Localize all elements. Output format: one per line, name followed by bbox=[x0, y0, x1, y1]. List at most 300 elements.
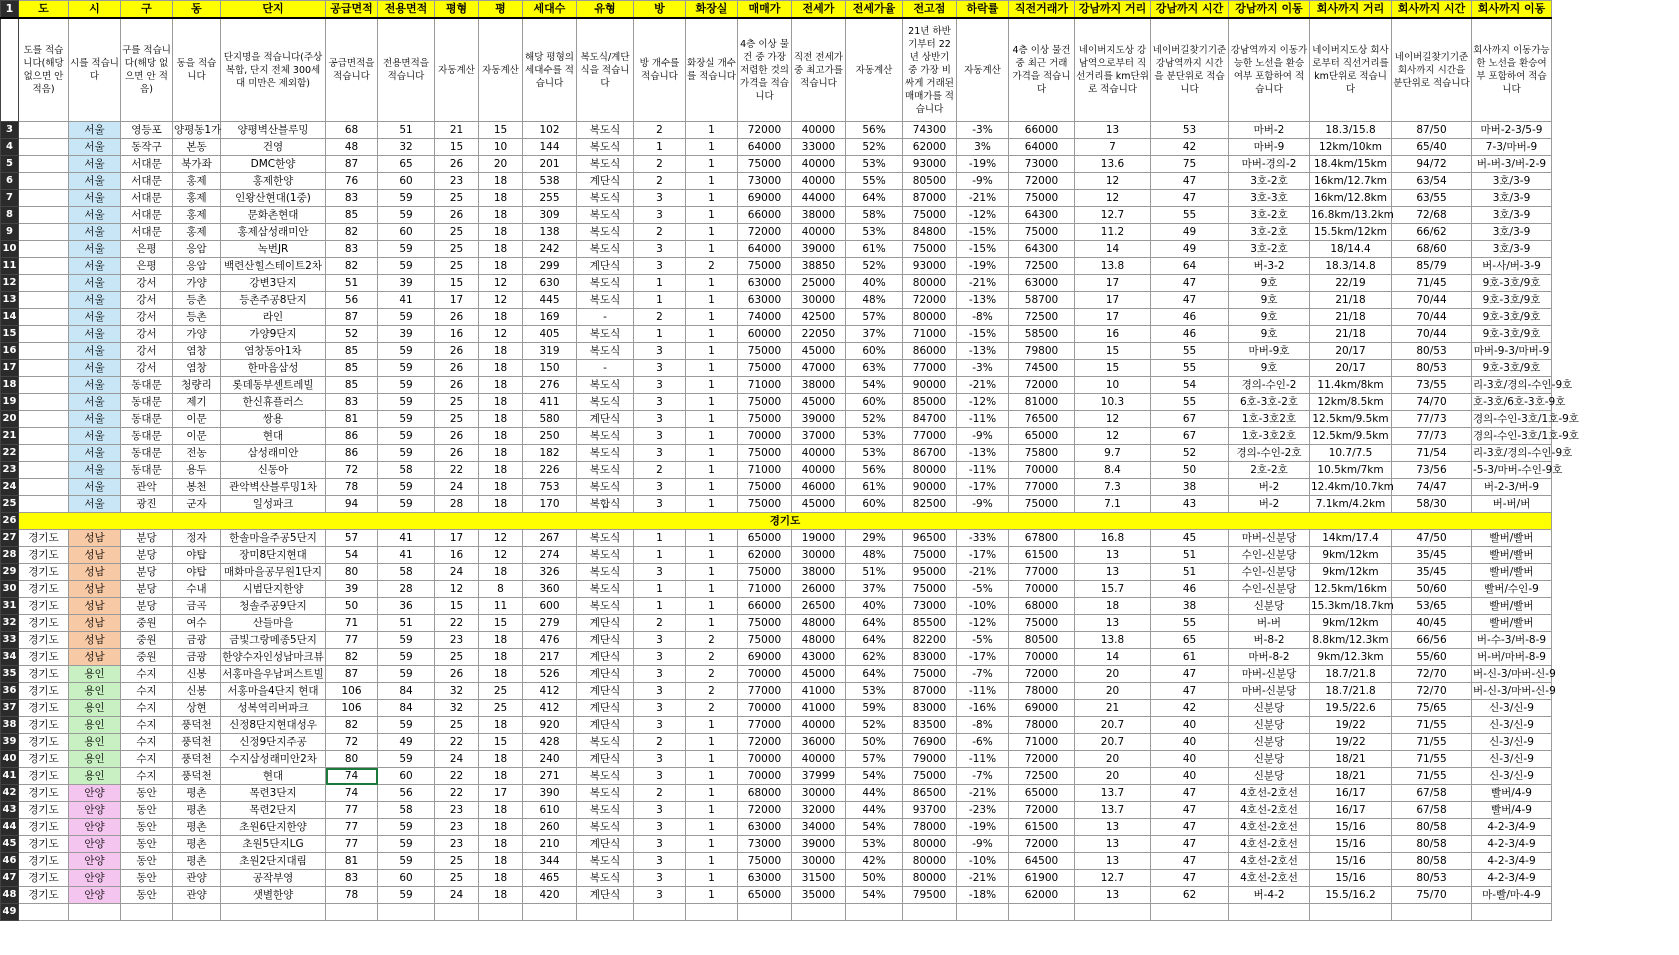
cell[interactable]: 3 bbox=[634, 411, 686, 428]
cell[interactable]: -13% bbox=[957, 343, 1009, 360]
cell[interactable]: 녹번JR bbox=[221, 241, 326, 258]
cell[interactable]: 72000 bbox=[1009, 173, 1075, 190]
cell[interactable]: 안양 bbox=[69, 785, 121, 802]
cell[interactable]: 80/53 bbox=[1392, 360, 1472, 377]
cell[interactable]: 1 bbox=[686, 394, 738, 411]
cell[interactable]: 9호 bbox=[1229, 275, 1310, 292]
cell[interactable]: 안양 bbox=[69, 836, 121, 853]
row-number[interactable]: 45 bbox=[1, 836, 19, 853]
column-header[interactable]: 유형 bbox=[577, 1, 634, 19]
cell[interactable]: 3 bbox=[634, 887, 686, 904]
cell[interactable]: 동대문 bbox=[121, 428, 173, 445]
cell[interactable]: 13 bbox=[1075, 887, 1151, 904]
cell[interactable]: 18.7/21.8 bbox=[1310, 683, 1392, 700]
cell[interactable]: 26 bbox=[435, 207, 479, 224]
cell[interactable]: 42 bbox=[1151, 139, 1229, 156]
cell[interactable]: 1 bbox=[634, 326, 686, 343]
cell[interactable]: 12.7 bbox=[1075, 207, 1151, 224]
cell[interactable]: 35/45 bbox=[1392, 564, 1472, 581]
cell[interactable]: 32 bbox=[378, 139, 435, 156]
cell[interactable]: 47 bbox=[1151, 853, 1229, 870]
cell[interactable]: 4-2-3/4-9 bbox=[1472, 836, 1552, 853]
cell[interactable]: 52 bbox=[326, 326, 378, 343]
cell[interactable]: 1호-3호2호 bbox=[1229, 428, 1310, 445]
cell[interactable]: 85 bbox=[326, 377, 378, 394]
cell[interactable]: 동작구 bbox=[121, 139, 173, 156]
cell[interactable]: 75000 bbox=[1009, 496, 1075, 513]
cell[interactable]: 52% bbox=[846, 258, 903, 275]
cell[interactable]: 21 bbox=[1075, 700, 1151, 717]
cell[interactable]: 중원 bbox=[121, 615, 173, 632]
cell[interactable]: 476 bbox=[523, 632, 577, 649]
cell[interactable]: 326 bbox=[523, 564, 577, 581]
cell[interactable]: 40 bbox=[1151, 734, 1229, 751]
cell[interactable]: 60 bbox=[378, 768, 435, 785]
cell[interactable]: 32 bbox=[435, 683, 479, 700]
cell[interactable]: 73000 bbox=[738, 836, 792, 853]
row-number[interactable]: 26 bbox=[1, 513, 19, 530]
cell[interactable]: 526 bbox=[523, 666, 577, 683]
cell[interactable]: 169 bbox=[523, 309, 577, 326]
cell[interactable]: 18 bbox=[479, 224, 523, 241]
cell[interactable]: 71000 bbox=[738, 581, 792, 598]
cell[interactable]: 64000 bbox=[1009, 139, 1075, 156]
cell[interactable]: 77000 bbox=[903, 360, 957, 377]
cell[interactable]: 12 bbox=[1075, 173, 1151, 190]
cell[interactable]: 경기도 bbox=[19, 887, 69, 904]
cell[interactable]: 산들마을 bbox=[221, 615, 326, 632]
cell[interactable] bbox=[19, 224, 69, 241]
cell[interactable]: 59% bbox=[846, 700, 903, 717]
cell[interactable]: 경기도 bbox=[19, 615, 69, 632]
cell[interactable]: 75000 bbox=[738, 258, 792, 275]
cell[interactable]: 82 bbox=[326, 649, 378, 666]
cell[interactable]: -9% bbox=[957, 496, 1009, 513]
cell[interactable]: 복도식 bbox=[577, 462, 634, 479]
cell[interactable]: 72000 bbox=[1009, 802, 1075, 819]
cell[interactable]: 공작부영 bbox=[221, 870, 326, 887]
cell[interactable]: 59 bbox=[378, 632, 435, 649]
cell[interactable]: 서대문 bbox=[121, 173, 173, 190]
cell[interactable]: 신분당 bbox=[1229, 734, 1310, 751]
cell[interactable] bbox=[19, 343, 69, 360]
cell[interactable]: 1 bbox=[686, 122, 738, 139]
cell[interactable]: 78000 bbox=[1009, 683, 1075, 700]
cell[interactable]: 여수 bbox=[173, 615, 221, 632]
cell[interactable]: 성남 bbox=[69, 564, 121, 581]
cell[interactable]: 9km/12km bbox=[1310, 547, 1392, 564]
cell[interactable]: 85 bbox=[326, 343, 378, 360]
cell[interactable]: 계단식 bbox=[577, 700, 634, 717]
column-header[interactable]: 직전거래가 bbox=[1009, 1, 1075, 19]
cell[interactable]: 15 bbox=[435, 275, 479, 292]
cell[interactable]: 9km/12km bbox=[1310, 564, 1392, 581]
cell[interactable]: 16/17 bbox=[1310, 802, 1392, 819]
cell[interactable]: 1 bbox=[686, 785, 738, 802]
cell[interactable]: 50 bbox=[326, 598, 378, 615]
row-number[interactable]: 46 bbox=[1, 853, 19, 870]
cell[interactable]: 등촌 bbox=[173, 309, 221, 326]
cell[interactable]: 18 bbox=[479, 751, 523, 768]
cell[interactable]: 44% bbox=[846, 802, 903, 819]
cell[interactable]: -12% bbox=[957, 394, 1009, 411]
cell[interactable]: 72/70 bbox=[1392, 666, 1472, 683]
cell[interactable]: 59 bbox=[378, 258, 435, 275]
cell[interactable]: 성남 bbox=[69, 530, 121, 547]
cell[interactable] bbox=[19, 326, 69, 343]
cell[interactable]: 12 bbox=[479, 275, 523, 292]
cell[interactable]: -9% bbox=[957, 173, 1009, 190]
cell[interactable]: 복도식 bbox=[577, 224, 634, 241]
cell[interactable]: -5% bbox=[957, 581, 1009, 598]
cell[interactable]: 3 bbox=[634, 632, 686, 649]
cell[interactable]: 성복역리버파크 bbox=[221, 700, 326, 717]
cell[interactable]: 59 bbox=[378, 343, 435, 360]
cell[interactable]: 15/16 bbox=[1310, 819, 1392, 836]
cell[interactable]: 18 bbox=[479, 479, 523, 496]
column-description[interactable]: 자동계산 bbox=[957, 18, 1009, 122]
cell[interactable]: -12% bbox=[957, 207, 1009, 224]
cell[interactable]: 삼성래미안 bbox=[221, 445, 326, 462]
row-number[interactable]: 38 bbox=[1, 717, 19, 734]
cell[interactable]: 75000 bbox=[738, 445, 792, 462]
cell[interactable]: -9% bbox=[957, 836, 1009, 853]
cell[interactable]: 서울 bbox=[69, 241, 121, 258]
cell[interactable]: 은평 bbox=[121, 258, 173, 275]
cell[interactable]: 서울 bbox=[69, 156, 121, 173]
cell[interactable]: 목련3단지 bbox=[221, 785, 326, 802]
cell[interactable]: 82500 bbox=[903, 496, 957, 513]
cell[interactable]: 성남 bbox=[69, 547, 121, 564]
cell[interactable]: 21/18 bbox=[1310, 326, 1392, 343]
cell[interactable]: 85 bbox=[326, 207, 378, 224]
cell[interactable]: 1 bbox=[686, 853, 738, 870]
cell[interactable]: 75000 bbox=[738, 564, 792, 581]
cell[interactable]: 16 bbox=[435, 547, 479, 564]
cell[interactable]: 평촌 bbox=[173, 836, 221, 853]
cell[interactable]: -11% bbox=[957, 462, 1009, 479]
cell[interactable]: 빨버/빨버 bbox=[1472, 530, 1552, 547]
cell[interactable]: 9호 bbox=[1229, 292, 1310, 309]
cell[interactable]: 54% bbox=[846, 819, 903, 836]
cell[interactable]: 2 bbox=[686, 649, 738, 666]
cell[interactable]: 9km/12km bbox=[1310, 615, 1392, 632]
cell[interactable]: 복도식 bbox=[577, 207, 634, 224]
cell[interactable]: 25 bbox=[435, 224, 479, 241]
cell[interactable]: 65000 bbox=[738, 887, 792, 904]
cell[interactable]: 47 bbox=[1151, 275, 1229, 292]
column-description[interactable]: 4층 이상 물건 중 가장 저렴한 것의 가격을 적습니다 bbox=[738, 18, 792, 122]
cell[interactable]: 36 bbox=[378, 598, 435, 615]
cell[interactable]: 경의-수인-3호/1호-9호 bbox=[1472, 428, 1552, 445]
cell[interactable]: 51% bbox=[846, 564, 903, 581]
cell[interactable]: 71 bbox=[326, 615, 378, 632]
cell[interactable]: 83 bbox=[326, 190, 378, 207]
cell[interactable]: 금빛그랑메종5단지 bbox=[221, 632, 326, 649]
cell[interactable]: 19.5/22.6 bbox=[1310, 700, 1392, 717]
cell[interactable]: 47 bbox=[1151, 190, 1229, 207]
cell[interactable]: 마버-신분당 bbox=[1229, 530, 1310, 547]
cell[interactable]: 39000 bbox=[792, 411, 846, 428]
cell[interactable]: 39 bbox=[326, 581, 378, 598]
cell[interactable]: 3 bbox=[634, 428, 686, 445]
cell[interactable]: 87 bbox=[326, 309, 378, 326]
cell[interactable]: 버-4-2 bbox=[1229, 887, 1310, 904]
cell[interactable]: 4호선-2호선 bbox=[1229, 836, 1310, 853]
cell[interactable]: 홍제 bbox=[173, 224, 221, 241]
cell[interactable]: 70000 bbox=[738, 751, 792, 768]
cell[interactable]: 75000 bbox=[738, 853, 792, 870]
cell[interactable]: 428 bbox=[523, 734, 577, 751]
cell[interactable]: 75000 bbox=[738, 394, 792, 411]
cell[interactable]: 2 bbox=[634, 122, 686, 139]
cell[interactable]: 빨버/빨버 bbox=[1472, 547, 1552, 564]
cell[interactable]: 영등포 bbox=[121, 122, 173, 139]
cell[interactable]: 18 bbox=[479, 819, 523, 836]
cell[interactable]: 12 bbox=[479, 530, 523, 547]
cell[interactable]: 76900 bbox=[903, 734, 957, 751]
cell[interactable]: 4-2-3/4-9 bbox=[1472, 870, 1552, 887]
cell[interactable]: 신-3/신-9 bbox=[1472, 751, 1552, 768]
cell[interactable]: 경기도 bbox=[19, 547, 69, 564]
cell[interactable]: 78000 bbox=[1009, 717, 1075, 734]
cell[interactable]: 2 bbox=[686, 632, 738, 649]
cell[interactable]: 1 bbox=[686, 428, 738, 445]
cell[interactable]: 81 bbox=[326, 411, 378, 428]
cell[interactable]: 51 bbox=[1151, 564, 1229, 581]
cell[interactable]: 57 bbox=[326, 530, 378, 547]
cell[interactable]: 용인 bbox=[69, 734, 121, 751]
cell[interactable]: 현대 bbox=[221, 428, 326, 445]
cell[interactable]: 경기도 bbox=[19, 649, 69, 666]
column-description[interactable]: 자동계산 bbox=[435, 18, 479, 122]
cell[interactable]: -13% bbox=[957, 292, 1009, 309]
cell[interactable]: 17 bbox=[435, 530, 479, 547]
cell[interactable]: 마버-2 bbox=[1229, 122, 1310, 139]
column-header[interactable]: 방 bbox=[634, 1, 686, 19]
cell[interactable]: 30000 bbox=[792, 547, 846, 564]
cell[interactable]: 1 bbox=[686, 292, 738, 309]
cell[interactable]: 21/18 bbox=[1310, 309, 1392, 326]
cell[interactable]: 80000 bbox=[903, 836, 957, 853]
cell[interactable]: 64000 bbox=[738, 139, 792, 156]
cell[interactable]: 수인-신분당 bbox=[1229, 581, 1310, 598]
cell[interactable]: 87000 bbox=[903, 190, 957, 207]
cell[interactable]: 69000 bbox=[738, 190, 792, 207]
row-number[interactable]: 30 bbox=[1, 581, 19, 598]
cell[interactable]: 청량리 bbox=[173, 377, 221, 394]
cell[interactable]: 55% bbox=[846, 173, 903, 190]
cell[interactable]: -19% bbox=[957, 819, 1009, 836]
cell[interactable]: 80000 bbox=[903, 275, 957, 292]
cell[interactable]: 80000 bbox=[903, 853, 957, 870]
cell[interactable]: 39 bbox=[378, 275, 435, 292]
cell[interactable]: 30000 bbox=[792, 853, 846, 870]
column-description[interactable]: 강남역까지 이동가능한 노선을 환승여부 포함하여 적습니다 bbox=[1229, 18, 1310, 122]
cell[interactable]: 18 bbox=[479, 802, 523, 819]
cell[interactable]: -15% bbox=[957, 224, 1009, 241]
cell[interactable]: 75000 bbox=[738, 343, 792, 360]
column-header[interactable]: 매매가 bbox=[738, 1, 792, 19]
cell[interactable]: 매화마을공무원1단지 bbox=[221, 564, 326, 581]
cell[interactable] bbox=[1151, 904, 1229, 921]
cell[interactable]: -12% bbox=[957, 615, 1009, 632]
cell[interactable]: 서울 bbox=[69, 190, 121, 207]
cell[interactable]: 87/50 bbox=[1392, 122, 1472, 139]
cell[interactable]: 17 bbox=[479, 785, 523, 802]
cell[interactable]: 풍덕천 bbox=[173, 768, 221, 785]
cell[interactable]: 신-3/신-9 bbox=[1472, 734, 1552, 751]
cell[interactable]: 72500 bbox=[1009, 258, 1075, 275]
cell[interactable]: 70000 bbox=[738, 700, 792, 717]
cell[interactable]: 10.7/7.5 bbox=[1310, 445, 1392, 462]
cell[interactable]: 15/16 bbox=[1310, 870, 1392, 887]
cell[interactable]: 신분당 bbox=[1229, 598, 1310, 615]
cell[interactable]: 18 bbox=[479, 394, 523, 411]
cell[interactable]: 18.3/15.8 bbox=[1310, 122, 1392, 139]
cell[interactable]: -23% bbox=[957, 802, 1009, 819]
cell[interactable]: 344 bbox=[523, 853, 577, 870]
row-number[interactable]: 6 bbox=[1, 173, 19, 190]
cell[interactable]: 54% bbox=[846, 768, 903, 785]
cell[interactable]: 319 bbox=[523, 343, 577, 360]
cell[interactable]: 홍제 bbox=[173, 190, 221, 207]
cell[interactable]: 18 bbox=[479, 649, 523, 666]
cell[interactable]: 15.7 bbox=[1075, 581, 1151, 598]
cell[interactable]: 1 bbox=[686, 326, 738, 343]
column-header[interactable]: 강남까지 시간 bbox=[1151, 1, 1229, 19]
cell[interactable]: -11% bbox=[957, 683, 1009, 700]
cell[interactable]: 18 bbox=[479, 717, 523, 734]
cell[interactable]: 복도식 bbox=[577, 139, 634, 156]
row-number[interactable]: 42 bbox=[1, 785, 19, 802]
cell[interactable]: 경기도 bbox=[19, 700, 69, 717]
cell[interactable]: 26 bbox=[435, 377, 479, 394]
cell[interactable]: -19% bbox=[957, 156, 1009, 173]
cell[interactable]: 야탑 bbox=[173, 547, 221, 564]
cell[interactable]: 1 bbox=[686, 275, 738, 292]
cell[interactable]: 12 bbox=[1075, 190, 1151, 207]
cell[interactable]: 72000 bbox=[1009, 377, 1075, 394]
column-description[interactable]: 화장실 개수를 적습니다 bbox=[686, 18, 738, 122]
cell[interactable]: 18 bbox=[479, 207, 523, 224]
cell[interactable]: 25 bbox=[435, 870, 479, 887]
cell[interactable]: 복합식 bbox=[577, 496, 634, 513]
cell[interactable]: 23 bbox=[435, 173, 479, 190]
cell[interactable]: 장미8단지현대 bbox=[221, 547, 326, 564]
cell[interactable]: 38000 bbox=[792, 207, 846, 224]
cell[interactable]: 63/55 bbox=[1392, 190, 1472, 207]
cell[interactable]: 버-2 bbox=[1229, 496, 1310, 513]
cell[interactable]: -3% bbox=[957, 360, 1009, 377]
cell[interactable]: 복도식 bbox=[577, 343, 634, 360]
cell[interactable]: 56 bbox=[326, 292, 378, 309]
cell[interactable]: 19/22 bbox=[1310, 717, 1392, 734]
cell[interactable]: 83 bbox=[326, 394, 378, 411]
cell[interactable]: 59 bbox=[378, 394, 435, 411]
cell[interactable]: 610 bbox=[523, 802, 577, 819]
column-header[interactable]: 전용면적 bbox=[378, 1, 435, 19]
cell[interactable]: 74300 bbox=[903, 122, 957, 139]
cell[interactable] bbox=[19, 139, 69, 156]
column-description[interactable]: 네이버길찾기기준 강남역까지 시간을 분단위로 적습니다 bbox=[1151, 18, 1229, 122]
cell[interactable]: 서울 bbox=[69, 428, 121, 445]
cell[interactable]: 79800 bbox=[1009, 343, 1075, 360]
cell[interactable]: 71/55 bbox=[1392, 768, 1472, 785]
row-number[interactable]: 24 bbox=[1, 479, 19, 496]
cell[interactable] bbox=[19, 428, 69, 445]
cell[interactable]: 77/73 bbox=[1392, 411, 1472, 428]
cell[interactable]: 22 bbox=[435, 768, 479, 785]
cell[interactable]: 성남 bbox=[69, 632, 121, 649]
cell[interactable]: 210 bbox=[523, 836, 577, 853]
cell[interactable]: 버-버/마버-8-9 bbox=[1472, 649, 1552, 666]
column-header[interactable]: 전고점 bbox=[903, 1, 957, 19]
cell[interactable]: 상현 bbox=[173, 700, 221, 717]
cell[interactable]: 86700 bbox=[903, 445, 957, 462]
cell[interactable]: 9호-3호/9호 bbox=[1472, 275, 1552, 292]
cell[interactable]: 제기 bbox=[173, 394, 221, 411]
cell[interactable]: 65 bbox=[1151, 632, 1229, 649]
cell[interactable]: 18 bbox=[479, 241, 523, 258]
cell[interactable]: 서울 bbox=[69, 122, 121, 139]
cell[interactable]: 22 bbox=[435, 615, 479, 632]
cell[interactable]: 9호-3호/9호 bbox=[1472, 309, 1552, 326]
cell[interactable] bbox=[19, 258, 69, 275]
cell[interactable]: 7.1 bbox=[1075, 496, 1151, 513]
cell[interactable]: 4-2-3/4-9 bbox=[1472, 819, 1552, 836]
cell[interactable]: -6% bbox=[957, 734, 1009, 751]
cell[interactable]: 용인 bbox=[69, 717, 121, 734]
cell[interactable] bbox=[435, 904, 479, 921]
cell[interactable]: 299 bbox=[523, 258, 577, 275]
cell[interactable]: 20 bbox=[1075, 768, 1151, 785]
cell[interactable]: 1 bbox=[686, 751, 738, 768]
cell[interactable]: 1 bbox=[686, 734, 738, 751]
cell[interactable]: 수지 bbox=[121, 717, 173, 734]
cell[interactable]: 87000 bbox=[903, 683, 957, 700]
cell[interactable]: 정자 bbox=[173, 530, 221, 547]
cell[interactable]: 16km/12.8km bbox=[1310, 190, 1392, 207]
cell[interactable]: 18 bbox=[479, 190, 523, 207]
column-header[interactable]: 강남까지 이동 bbox=[1229, 1, 1310, 19]
cell[interactable]: 신정9단지주공 bbox=[221, 734, 326, 751]
cell[interactable]: 20 bbox=[1075, 666, 1151, 683]
cell[interactable]: 83000 bbox=[903, 700, 957, 717]
cell[interactable]: 13 bbox=[1075, 615, 1151, 632]
cell[interactable]: 복도식 bbox=[577, 785, 634, 802]
cell[interactable]: 버-버 bbox=[1229, 615, 1310, 632]
cell[interactable]: 412 bbox=[523, 700, 577, 717]
cell[interactable]: 77000 bbox=[903, 428, 957, 445]
cell[interactable]: 8 bbox=[479, 581, 523, 598]
cell[interactable] bbox=[1229, 904, 1310, 921]
cell[interactable]: 58700 bbox=[1009, 292, 1075, 309]
cell[interactable]: 75000 bbox=[903, 241, 957, 258]
cell[interactable]: 서울 bbox=[69, 258, 121, 275]
cell[interactable]: 93000 bbox=[903, 156, 957, 173]
cell[interactable]: 가양 bbox=[173, 275, 221, 292]
cell[interactable]: 70000 bbox=[1009, 581, 1075, 598]
cell[interactable]: 93000 bbox=[903, 258, 957, 275]
cell[interactable]: 1 bbox=[634, 275, 686, 292]
row-number[interactable]: 47 bbox=[1, 870, 19, 887]
cell[interactable]: 3 bbox=[634, 768, 686, 785]
cell[interactable] bbox=[634, 904, 686, 921]
cell[interactable]: 59 bbox=[378, 649, 435, 666]
column-description[interactable]: 네이버지도상 강남역으로부터 직선거리를 km단위로 적습니다 bbox=[1075, 18, 1151, 122]
cell[interactable]: 61900 bbox=[1009, 870, 1075, 887]
